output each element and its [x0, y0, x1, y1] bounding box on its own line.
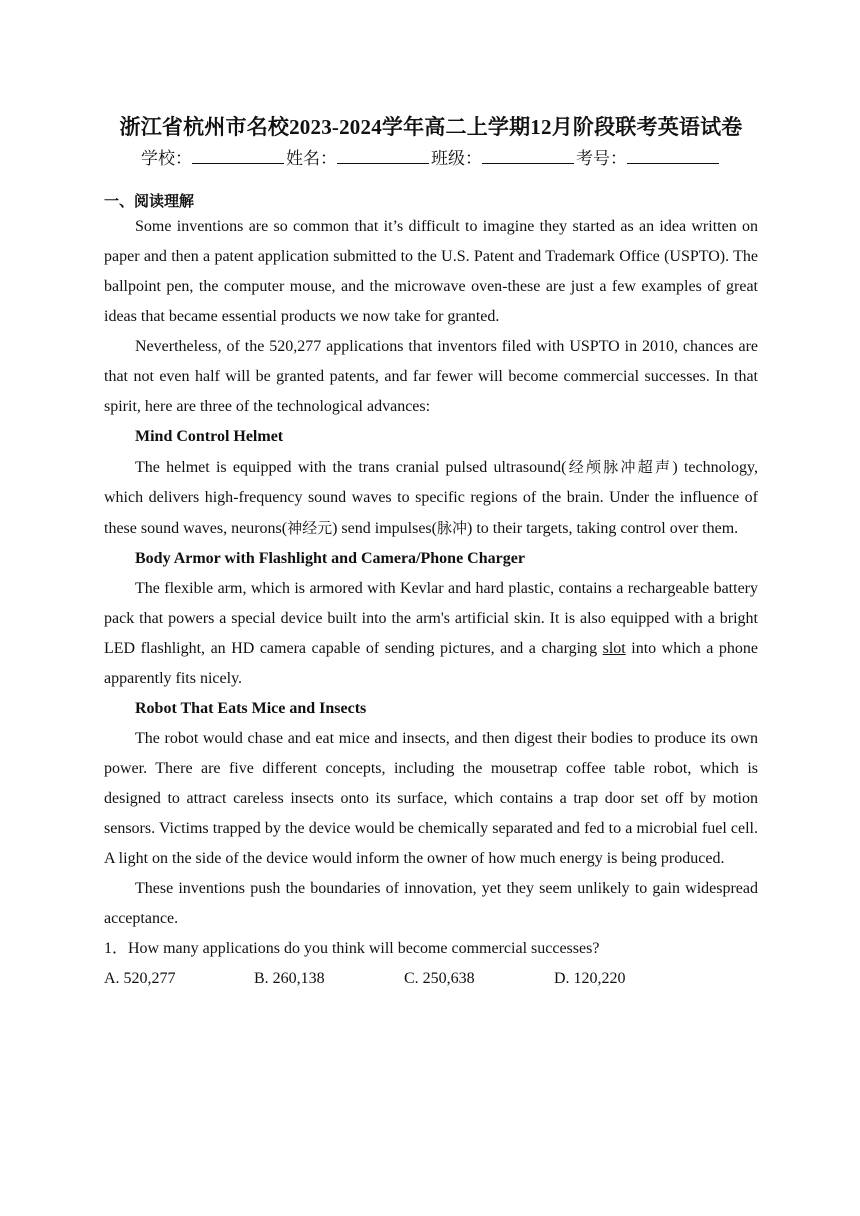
name-blank[interactable] — [337, 162, 429, 164]
exam-content — [104, 110, 758, 994]
p4-text-b: into which a phone apparently fits nicely. — [104, 640, 758, 687]
passage-paragraph-6: These inventions push the boundaries of innovation, yet they seem unlikely to gain widespread acceptance. — [104, 880, 758, 927]
exam-number-blank[interactable] — [627, 162, 719, 164]
info-label-school: 学校： — [141, 149, 192, 169]
underlined-word-slot: slot — [602, 640, 626, 657]
question-1-options — [104, 964, 758, 994]
p3-text-b: ) technology, which delivers high-frequency sound waves to specific regions of the brain. Under the influence of these sound waves, neurons( — [104, 459, 758, 537]
section-title: 一、阅读理解 — [104, 192, 195, 210]
p3-chinese-gloss-3: 脉冲 — [436, 519, 467, 537]
passage-paragraph-2: Nevertheless, of the 520,277 applications that inventors filed with USPTO in 2010, chances are that not even half will be granted patents, and far fewer will become commercial successes. In that spirit, here are three of the technological advances: — [104, 338, 758, 415]
p3-text-a: The helmet is equipped with the trans cranial pulsed ultrasound( — [135, 459, 567, 476]
heading-mind-control-helmet: Mind Control Helmet — [135, 428, 284, 445]
p4-text-a: The flexible arm, which is armored with Kevlar and hard plastic, contains a rechargeable battery pack that powers a special device built into the arm's artificial skin. It is also equipped with a bright LED flashlight, an HD camera capable of sending pictures, and a charging — [104, 580, 758, 657]
p3-text-c: ) send impulses( — [332, 520, 437, 537]
passage-paragraph-5: The robot would chase and eat mice and insects, and then digest their bodies to produce its own power. There are five different concepts, including the mousetrap coffee table robot, which is designed to attract careless insects onto its surface, which contains a trap door set off by motion sensors. Victims trapped by the device would be chemically separated and fed to a microbial fuel cell. A light on the side of the device would inform the owner of how much energy is being produced. — [104, 730, 758, 867]
info-label-name: 姓名： — [286, 149, 337, 169]
class-blank[interactable] — [482, 162, 574, 164]
passage-paragraph-4 — [104, 574, 758, 694]
p3-chinese-gloss-2: 神经元 — [287, 519, 333, 537]
question-1-stem: 1．How many applications do you think will become commercial successes? — [104, 940, 600, 957]
p3-chinese-gloss-1: 经颅脉冲超声 — [566, 458, 673, 476]
option-d[interactable]: D. 120,220 — [554, 970, 626, 987]
option-b[interactable]: B. 260,138 — [254, 970, 325, 987]
option-a[interactable]: A. 520,277 — [104, 970, 176, 987]
info-label-exam-number: 考号： — [576, 149, 627, 169]
heading-body-armor: Body Armor with Flashlight and Camera/Phone Charger — [135, 550, 525, 567]
info-label-class: 班级： — [431, 149, 482, 169]
school-blank[interactable] — [192, 162, 284, 164]
p3-text-d: ) to their targets, taking control over them. — [466, 520, 739, 537]
student-info-line — [104, 146, 758, 172]
option-c[interactable]: C. 250,638 — [404, 970, 475, 987]
page-title: 浙江省杭州市名校2023-2024学年高二上学期12月阶段联考英语试卷 — [119, 115, 743, 139]
heading-robot: Robot That Eats Mice and Insects — [135, 700, 367, 717]
passage-paragraph-3 — [104, 452, 758, 544]
passage-paragraph-1: Some inventions are so common that it’s difficult to imagine they started as an idea written on paper and then a patent application submitted to the U.S. Patent and Trademark Office (USPTO). The ballpoint pen, the computer mouse, and the microwave oven-these are just a few examples of great ideas that became essential products we now take for granted. — [104, 218, 758, 325]
